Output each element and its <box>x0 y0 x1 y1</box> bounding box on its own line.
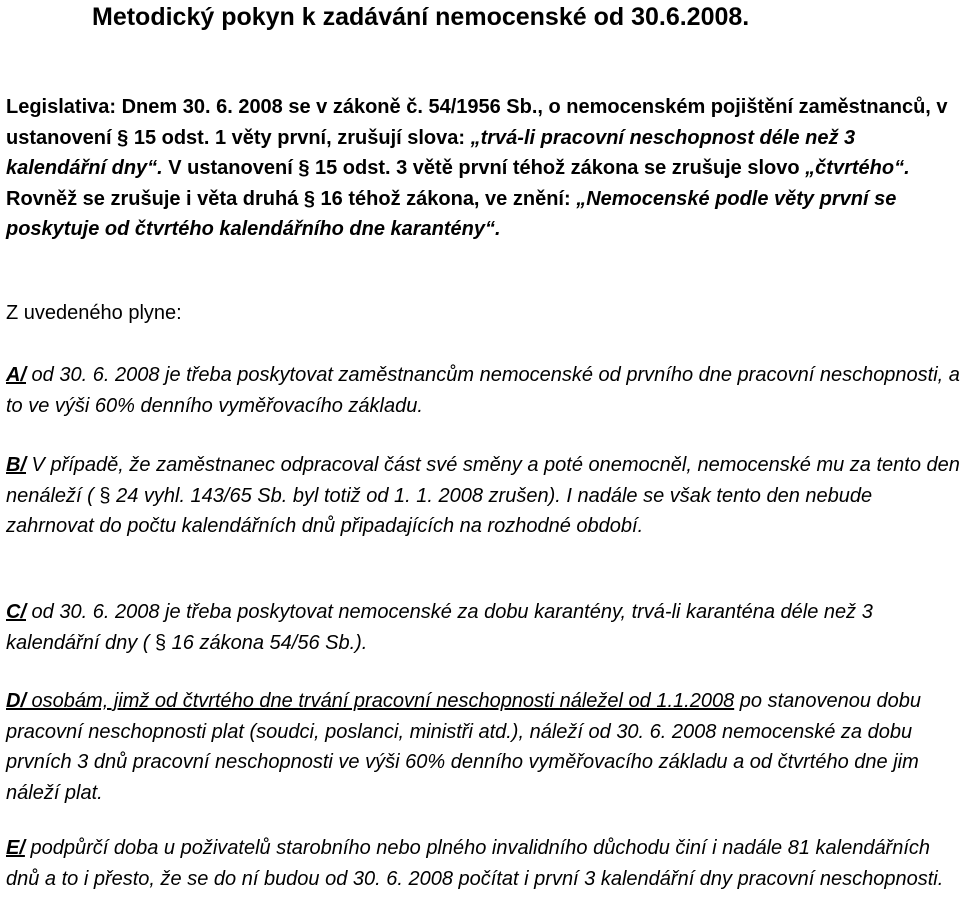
page-title: Metodický pokyn k zadávání nemocenské od 30.6.2008. <box>92 3 750 31</box>
legislation-text-3: V ustanovení <box>162 157 299 179</box>
list-item-c <box>6 597 960 658</box>
legislation-quote-3: „Nemocenské podle věty první se poskytuje od čtvrtého kalendářního dne karantény“. <box>6 187 897 240</box>
legislation-text-2: 15 odst. 1 věty první, zrušují slova: <box>128 126 471 149</box>
item-label: C/ <box>6 601 26 623</box>
section-sign: § <box>99 484 111 507</box>
item-label: E/ <box>6 837 25 859</box>
legislation-text-6: 16 téhož zákona, ve znění: <box>315 187 577 210</box>
item-text: od 30. 6. 2008 je třeba poskytovat zaměstnancům nemocenské od prvního dne pracovní neschopnosti, a to ve výši 60% denního vyměřovacího základu. <box>6 364 960 417</box>
section-sign: § <box>303 187 315 210</box>
section-sign: § <box>154 631 167 654</box>
list-item-a <box>6 360 960 421</box>
list-item-e <box>6 833 960 894</box>
item-text-2: 24 vyhl. 143/65 Sb. byl totiž od 1. 1. 2008 zrušen). I nadále se však tento den nebude zahrnovat do počtu kalendářních dnů připadajících na rozhodné období. <box>6 484 873 537</box>
item-underlined-text: osobám, jimž od čtvrtého dne trvání pracovní neschopnosti náležel od 1.1.2008 <box>26 690 735 712</box>
legislation-text-4: 15 odst. 3 větě první téhož zákona se zrušuje slovo <box>309 157 806 179</box>
item-text-2: 16 zákona 54/56 Sb.). <box>166 631 368 654</box>
legislation-quote-1: „trvá-li pracovní neschopnost déle než 3 kalendářní dny“. <box>6 126 856 179</box>
legislation-text-5: Rovněž se zrušuje i věta druhá <box>6 187 304 210</box>
section-sign: § <box>298 157 310 179</box>
section-sign: § <box>117 126 129 149</box>
legislation-quote-2: „čtvrtého“. <box>805 157 910 179</box>
item-label: D/ <box>6 690 26 712</box>
item-text: podpůrčí doba u poživatelů starobního nebo plného invalidního důchodu činí i nadále 81 kalendářních dnů a to i přesto, že se do ní budou od 30. 6. 2008 počítat i první 3 kalendářní dny pracovní neschopnosti. <box>6 837 944 890</box>
item-label: A/ <box>6 364 26 386</box>
subheading: Z uvedeného plyne: <box>6 302 182 324</box>
list-item-d <box>6 686 960 808</box>
item-text: po stanovenou dobu pracovní neschopnosti plat (soudci, poslanci, ministři atd.), náleží od 30. 6. 2008 nemocenské za dobu prvních 3 dnů pracovní neschopnosti ve výši 60% denního vyměřovacího základu a od čtvrtého dne jim náleží plat. <box>6 690 922 804</box>
item-text-1: V případě, že zaměstnanec odpracoval část své směny a poté onemocněl, nemocenské mu za tento den nenáleží ( <box>6 454 960 507</box>
item-text-1: od 30. 6. 2008 je třeba poskytovat nemocenské za dobu karantény, trvá-li karanténa déle než 3 kalendářní dny ( <box>6 601 873 654</box>
legislation-paragraph <box>6 92 960 245</box>
list-item-b <box>6 450 960 542</box>
item-label: B/ <box>6 454 26 476</box>
legislation-text-1: Legislativa: Dnem 30. 6. 2008 se v zákoně č. 54/1956 Sb., o nemocenském pojištění zaměstnanců, v ustanovení <box>6 96 948 149</box>
